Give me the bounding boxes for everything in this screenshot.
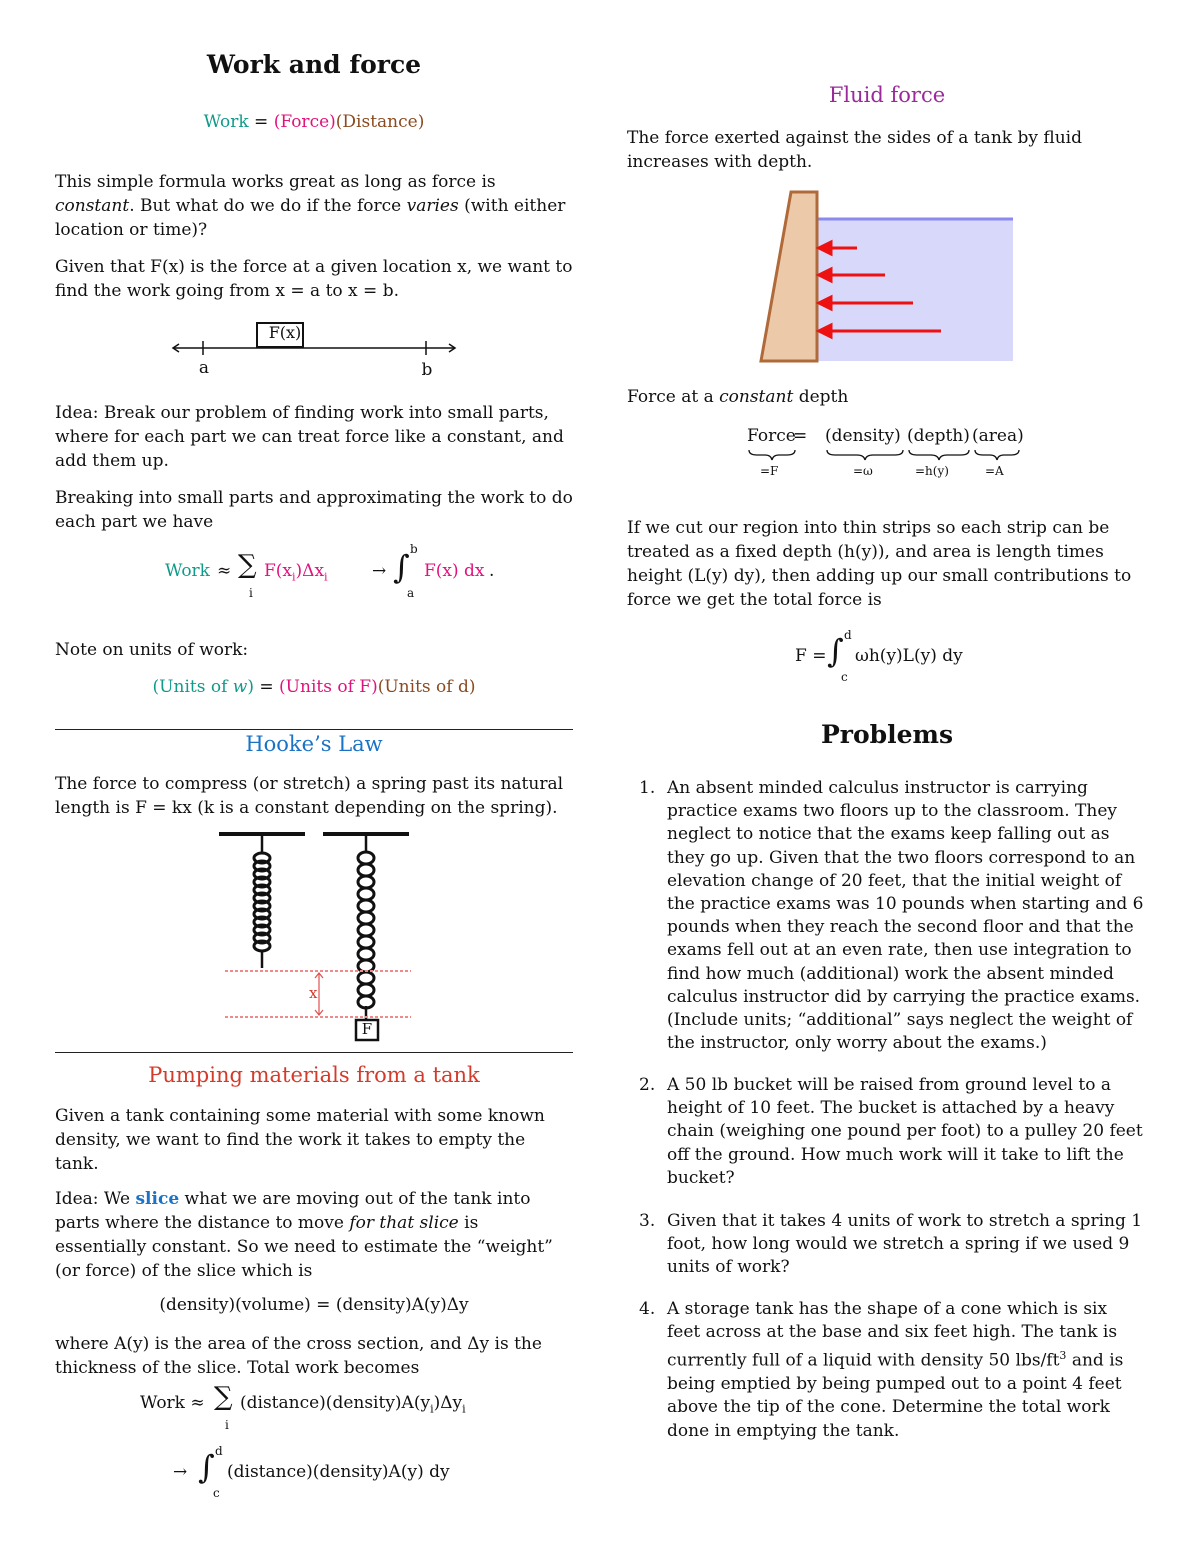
units-note: Note on units of work: — [55, 640, 249, 660]
dam-wall — [761, 192, 817, 361]
problem-item: 2. A 50 lb bucket will be raised from ground level to a height of 10 feet. The bucket is attached by a heavy chain (weighing one pound per foot) to a pulley 20 feet off the ground. How much work will it take to lift the bucket? — [639, 1075, 1143, 1188]
problem-item: 3. Given that it takes 4 units of work to stretch a spring 1 foot, how long would we stretch a spring if we used 9 units of work? — [639, 1211, 1143, 1278]
units-formula: (Units of w) = (Units of F)(Units of d) — [152, 677, 476, 697]
fluid-force-heading: Fluid force — [828, 83, 946, 107]
dam-diagram — [757, 188, 1017, 363]
hooke-text: The force to compress (or stretch) a spring past its natural length is F = kx (k is a constant depending on the spring). — [55, 774, 564, 818]
total-force-formula: F = ∫ d c ωh(y)L(y) dy — [795, 628, 963, 684]
problems-heading: Problems — [820, 720, 954, 749]
slice-paragraph: Idea: We slice what we are moving out of the tank into parts where the distance to move for that slice is essentially constant. So we need to estimate the “weight” (or force) of the slice which is — [55, 1189, 553, 1281]
force-equation: Force = (density) (depth) (area) =F =ω =h(y) =A — [747, 426, 1047, 486]
page-title: Work and force — [206, 50, 422, 79]
pumping-paragraph: Given a tank containing some material with some known density, we want to find the work it takes to empty the tank. — [55, 1106, 545, 1174]
fluid-paragraph: The force exerted against the sides of a tank by fluid increases with depth. — [627, 128, 1082, 172]
distance-term: (Distance) — [335, 112, 425, 132]
problem-item: 4. A storage tank has the shape of a cone which is six feet across at the base and six feet high. The tank is currently full of a liquid with density 50 lbs/$ft^3$ and is being emptied by being pumped out to a point 4 feet above the tip of the cone. Determine the total work done in emptying the tank. — [639, 1299, 1124, 1441]
compressed-spring — [254, 853, 270, 968]
riemann-sum-formula: Work ≈ ∑ i $F(x_i)\Delta x_i$ → ∫ b a F(x) dx . — [165, 542, 495, 600]
idea-paragraph: Idea: Break our problem of finding work into small parts, where for each part we can treat force like a constant, and add them up. — [55, 403, 564, 471]
point-a-label: a — [198, 358, 210, 378]
point-b-label: b — [421, 360, 433, 380]
strips-paragraph: If we cut our region into thin strips so each strip can be treated as a fixed depth (h(y)), and area is length times height (L(y) dy), then adding up our small contributions to force we get the total force is — [627, 518, 1132, 610]
cross-section-paragraph: where A(y) is the area of the cross section, and Δy is the thickness of the slice. Total work becomes — [55, 1334, 542, 1378]
force-box-label: F(x) — [268, 323, 302, 342]
water — [817, 218, 1013, 361]
divider — [55, 729, 573, 730]
force-term: (Force) — [273, 112, 336, 132]
displacement-label: x — [309, 984, 318, 1002]
given-paragraph: Given that F(x) is the force at a given location x, we want to find the work going from x = a to x = b. — [55, 257, 573, 301]
number-line-diagram — [165, 315, 465, 380]
weight-label: F — [361, 1020, 373, 1038]
hooke-heading: Hooke’s Law — [245, 732, 383, 756]
eq-sign: = — [248, 112, 274, 132]
work-term: Work — [203, 112, 249, 132]
pumping-heading: Pumping materials from a tank — [148, 1063, 480, 1087]
spring-diagram — [205, 828, 425, 1046]
density-equation: (density)(volume) = (density)A(y)Δy — [159, 1295, 469, 1315]
constant-depth-text: Force at a constant depth — [627, 387, 849, 407]
problem-item: 1. An absent minded calculus instructor is carrying practice exams two floors up to the classroom. They neglect to notice that the exams keep falling out as they go up. Given that the two floors correspond to an elevation change of 20 feet, that the initial weight of the practice exams was 10 pounds when starting and 6 pounds when they reach the second floor and that the exams fell out at an even rate, then use integration to find how much (additional) work the absent minded calculus instructor did by carrying the practice exams. (Include units; “additional” says neglect the weight of the instructor, only worry about the exams.) — [639, 778, 1144, 1054]
work-sum-formula: Work ≈ ∑ i $(distance)(density)A(y_i)\Delta y_i$ — [140, 1382, 466, 1432]
intro-paragraph: This simple formula works great as long as force is constant. But what do we do if the force varies (with either location or time)? — [55, 172, 566, 240]
work-formula — [55, 110, 573, 134]
breaking-paragraph: Breaking into small parts and approximating the work to do each part we have — [55, 488, 573, 532]
stretched-spring — [356, 852, 378, 1040]
divider — [55, 1052, 573, 1053]
underbraces — [747, 448, 1047, 462]
work-integral-formula: → ∫ d c (distance)(density)A(y) dy — [173, 1444, 450, 1500]
